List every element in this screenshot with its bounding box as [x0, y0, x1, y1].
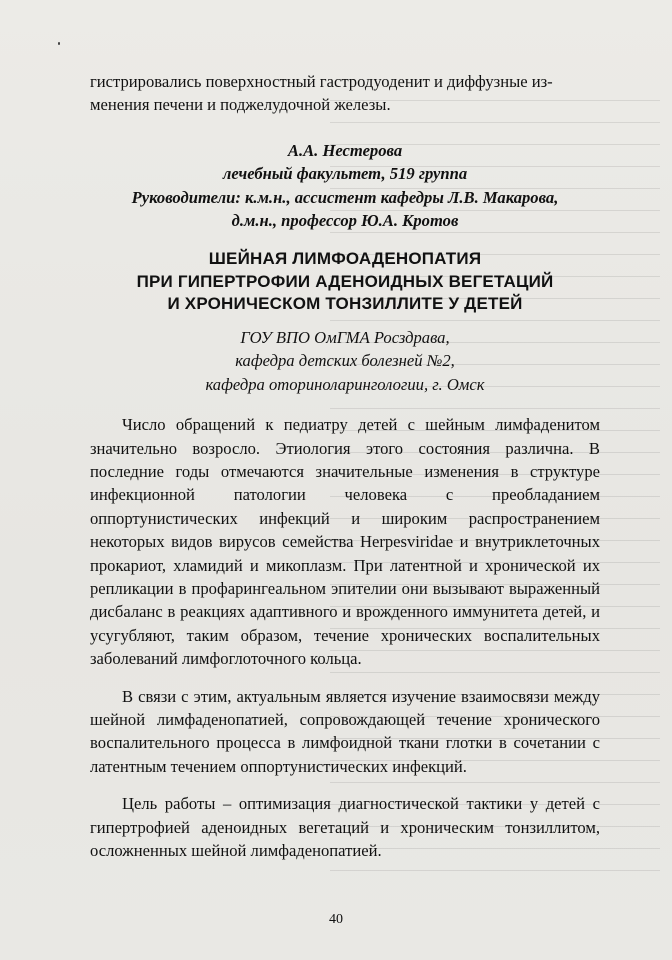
- scan-speck: [58, 42, 60, 45]
- institution-line-1: ГОУ ВПО ОмГМА Росздрава,: [240, 327, 450, 347]
- body-paragraph-2: В связи с этим, актуальным является изучение взаимосвязи между шейной лимфаденопатией, сопровождающей течение хронического воспалительного процесса в лимфоидной ткани глотки в сочетании с латентным течением оппортунистических инфекций.: [90, 686, 600, 776]
- page-content: [90, 70, 600, 862]
- title-line-2: ПРИ ГИПЕРТРОФИИ АДЕНОИДНЫХ ВЕГЕТАЦИЙ: [136, 271, 554, 291]
- title-line-1: ШЕЙНАЯ ЛИМФОАДЕНОПАТИЯ: [208, 249, 482, 269]
- institution-block: [90, 326, 600, 396]
- author-name: А.А. Нестерова: [287, 140, 403, 160]
- intro-line-2: менения печени и поджелудочной железы.: [90, 95, 391, 115]
- institution-line-2: кафедра детских болезней №2,: [235, 351, 455, 371]
- page-number: 40: [329, 912, 343, 927]
- body-paragraph-1: Число обращений к педиатру детей с шейным лимфаденитом значительно возросло. Этиология этого состояния различна. В последние годы отмечаются значительные изменения в структуре инфекционной патологии человека с преобладанием оппортунистических инфекций и широким распространением некоторых видов вирусов семейства Herpesviridae и внутриклеточных прокариот, хламидий и микоплазм. При латентной и хронической их репликации в профарингеальном эпителии они вызывают выраженный дисбаланс в реакциях адаптивного и врожденного иммунитета детей, и усугубляют, таким образом, течение хронических воспалительных заболеваний лимфоглоточного кольца.: [90, 415, 600, 669]
- title-line-3: И ХРОНИЧЕСКОМ ТОНЗИЛЛИТЕ У ДЕТЕЙ: [167, 294, 523, 314]
- intro-paragraph: [90, 70, 600, 117]
- faculty-group: лечебный факультет, 519 группа: [222, 164, 468, 184]
- intro-line-1: гистрировались поверхностный гастродуоденит и диффузные из-: [90, 72, 553, 91]
- supervisors-line-1: Руководители: к.м.н., ассистент кафедры Л.В. Макарова,: [131, 187, 559, 207]
- institution-line-3: кафедра оториноларингологии, г. Омск: [205, 374, 485, 394]
- article-title: [90, 248, 600, 316]
- supervisors-line-2: д.м.н., профессор Ю.А. Кротов: [231, 211, 459, 231]
- body-paragraph-3: Цель работы – оптимизация диагностической тактики у детей с гипертрофией аденоидных вегетаций и хроническим тонзиллитом, осложненных шейной лимфаденопатией.: [90, 794, 600, 861]
